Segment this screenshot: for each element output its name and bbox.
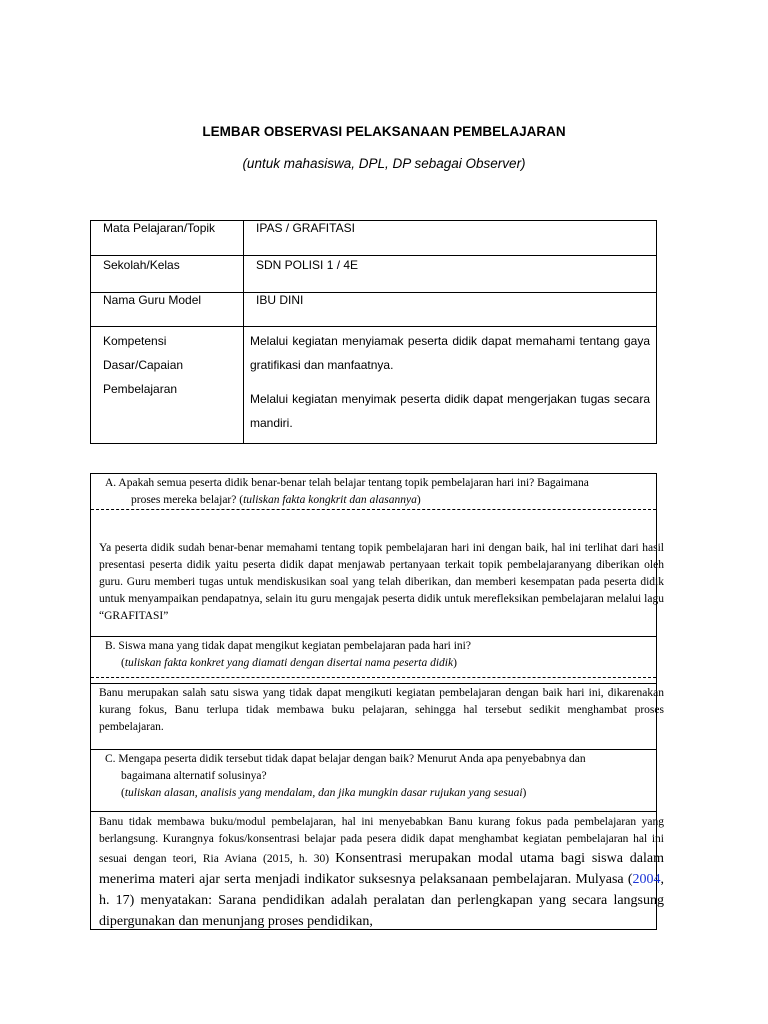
answer-text: Konsentrasi merupakan modal utama bagi siswa dalam menerima materi ajar serta menjadi indikator suksesnya pelaksanaan pembelajaran. Mulyasa ( xyxy=(99,851,664,887)
table-row xyxy=(91,293,657,327)
table-row xyxy=(91,221,657,256)
label-line: Kompetensi xyxy=(103,334,167,348)
table-row xyxy=(91,327,657,444)
section-divider xyxy=(91,749,656,750)
table-row xyxy=(91,256,657,293)
value-school: SDN POLISI 1 / 4E xyxy=(244,256,657,293)
question-line xyxy=(105,655,670,672)
question-text: ) xyxy=(522,787,527,799)
label-competency xyxy=(91,327,244,444)
question-a xyxy=(91,475,678,509)
question-line: B. Siswa mana yang tidak dapat mengikut kegiatan pembelajaran pada hari ini? xyxy=(105,640,471,652)
page-subtitle: (untuk mahasiswa, DPL, DP sebagai Observer) xyxy=(242,156,526,171)
competency-paragraph: Melalui kegiatan menyimak peserta didik dapat mengerjakan tugas secara mandiri. xyxy=(250,392,650,430)
question-instruction: tuliskan alasan, analisis yang mendalam, dan jika mungkin dasar rujukan yang sesuai xyxy=(124,787,523,799)
dashed-divider xyxy=(91,677,656,678)
question-line: C. Mengapa peserta didik tersebut tidak dapat belajar dengan baik? Menurut Anda apa penyebabnya dan xyxy=(105,753,586,765)
section-divider xyxy=(91,683,656,684)
question-line xyxy=(105,492,670,509)
label-subject: Mata Pelajaran/Topik xyxy=(91,221,244,256)
answer-c xyxy=(91,814,672,932)
question-b xyxy=(91,638,678,672)
observation-box xyxy=(90,473,664,930)
section-divider xyxy=(91,636,656,637)
question-text: proses mereka belajar? ( xyxy=(131,494,244,506)
competency-paragraph: Melalui kegiatan menyiamak peserta didik dapat memahami tentang gaya gratifikasi dan manfaatnya. xyxy=(250,334,650,372)
citation-link[interactable]: 2004 xyxy=(632,872,661,887)
question-c xyxy=(91,751,678,802)
dashed-divider xyxy=(91,509,656,510)
value-subject: IPAS / GRAFITASI xyxy=(244,221,657,256)
question-text: ) xyxy=(453,657,457,669)
section-divider xyxy=(91,811,656,812)
question-line: bagaimana alternatif solusinya? xyxy=(121,770,267,782)
answer-text: Banu tidak membawa buku/modul pembelajaran, hal ini menyebabkan Banu kurang fokus pada pembelajaran yang berlangsung. Kurangnya fokus/konsentrasi belajar pada pesera didik dapat menghambat kegiatan pembelajaran hal ini sesuai dengan teori, Ria Aviana (2015, h. 30) xyxy=(99,816,664,865)
label-school: Sekolah/Kelas xyxy=(91,256,244,293)
value-teacher: IBU DINI xyxy=(244,293,657,327)
question-instruction: tuliskan fakta konkret yang diamati dengan disertai nama peserta didik xyxy=(124,657,454,669)
page-title: LEMBAR OBSERVASI PELAKSANAAN PEMBELAJARAN xyxy=(202,124,566,139)
question-line xyxy=(105,785,670,802)
label-line: Pembelajaran xyxy=(103,382,178,396)
question-line: A. Apakah semua peserta didik benar-benar telah belajar tentang topik pembelajaran hari ini? Bagaimana xyxy=(105,477,589,489)
value-competency xyxy=(244,327,657,444)
label-line: Dasar/Capaian xyxy=(103,358,184,372)
question-instruction: tuliskan fakta kongkrit dan alasannya xyxy=(243,494,417,506)
answer-text: , h. 17) menyatakan: Sarana pendidikan adalah peralatan dan perlengkapan yang secara langsung dipergunakan dan menunjang proses pendidikan, xyxy=(99,872,664,929)
answer-a: Ya peserta didik sudah benar-benar memahami tentang topik pembelajaran hari ini dengan baik, hal ini terlihat dari hasil presentasi peserta didik yaitu peserta didik dapat menjawab pertanyaan terkait topik pembelajaranyang diberikan oleh guru. Guru memberi tugas untuk mendiskusikan soal yang telah diberikan, dan memberi kesempatan pada peserta didik untuk menyampaikan pendapatnya, selain itu guru mengajak peserta didik untuk merefleksikan pembelajaran melalui lagu “GRAFITASI” xyxy=(99,542,664,622)
label-teacher: Nama Guru Model xyxy=(91,293,244,327)
question-text: ( xyxy=(121,787,125,799)
answer-b: Banu merupakan salah satu siswa yang tidak dapat mengikuti kegiatan pembelajaran dengan baik hari ini, dikarenakan kurang fokus, Banu terlupa tidak membawa buku pelajaran, sehingga hal tersebut sedikit menghambat proses pembelajaran. xyxy=(99,687,664,733)
question-text: ( xyxy=(121,657,125,669)
info-table xyxy=(90,220,657,444)
question-text: ) xyxy=(416,494,421,506)
